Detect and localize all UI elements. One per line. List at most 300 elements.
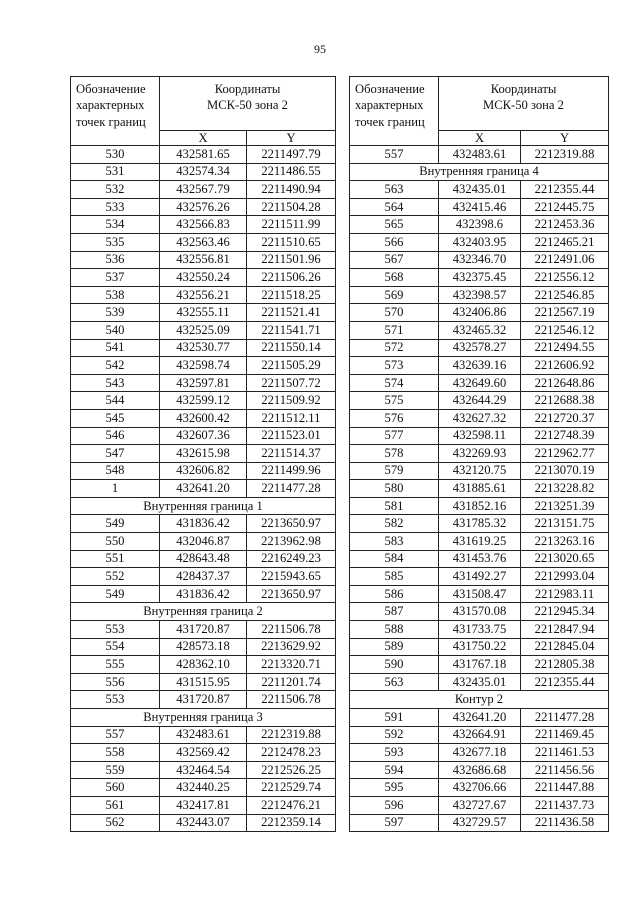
point-number: 592 [350, 726, 439, 744]
table-row [350, 357, 609, 375]
x-coordinate: 432677.18 [439, 744, 521, 762]
point-number: 595 [350, 779, 439, 797]
point-number: 558 [71, 744, 160, 762]
x-coordinate: 432581.65 [160, 146, 247, 164]
y-coordinate: 2212478.23 [247, 744, 336, 762]
table-row [350, 533, 609, 551]
point-header-line: характерных [76, 98, 145, 113]
point-number: 548 [71, 462, 160, 480]
point-number: 573 [350, 357, 439, 375]
point-header-line: точек границ [76, 114, 146, 129]
table-row [350, 339, 609, 357]
y-coordinate: 2212355.44 [521, 181, 609, 199]
y-coordinate: 2212983.11 [521, 585, 609, 603]
point-number: 532 [71, 181, 160, 199]
table-row [71, 445, 336, 463]
point-number: 552 [71, 568, 160, 586]
table-row [350, 181, 609, 199]
y-coordinate: 2213251.39 [521, 497, 609, 515]
x-coordinate: 432641.20 [160, 480, 247, 498]
x-coordinate: 432639.16 [439, 357, 521, 375]
y-coordinate: 2212720.37 [521, 409, 609, 427]
x-coordinate: 432269.93 [439, 445, 521, 463]
table-row [71, 198, 336, 216]
point-number: 590 [350, 656, 439, 674]
x-coordinate: 432556.21 [160, 286, 247, 304]
section-row [71, 603, 336, 621]
y-coordinate: 2211504.28 [247, 198, 336, 216]
x-coordinate: 432597.81 [160, 374, 247, 392]
coordinates-table-left [70, 76, 336, 832]
x-coordinate: 432607.36 [160, 427, 247, 445]
y-coordinate: 2211497.79 [247, 146, 336, 164]
y-coordinate: 2211477.28 [521, 709, 609, 727]
coordinates-header-line: МСК-50 зона 2 [207, 98, 288, 113]
point-number: 581 [350, 497, 439, 515]
point-number: 554 [71, 638, 160, 656]
y-coordinate: 2211521.41 [247, 304, 336, 322]
y-coordinate: 2213320.71 [247, 656, 336, 674]
x-coordinate: 432483.61 [160, 726, 247, 744]
point-number: 550 [71, 533, 160, 551]
table-row [71, 585, 336, 603]
x-coordinate: 432706.66 [439, 779, 521, 797]
y-coordinate: 2212847.94 [521, 621, 609, 639]
point-number: 547 [71, 445, 160, 463]
section-title: Внутренняя граница 1 [71, 497, 336, 515]
table-row [71, 163, 336, 181]
y-coordinate: 2212748.39 [521, 427, 609, 445]
point-number: 597 [350, 814, 439, 832]
point-number: 543 [71, 374, 160, 392]
table-row [71, 796, 336, 814]
point-number: 568 [350, 269, 439, 287]
x-coordinate: 431836.42 [160, 515, 247, 533]
y-coordinate: 2212546.12 [521, 321, 609, 339]
point-number: 557 [350, 146, 439, 164]
y-coordinate: 2212688.38 [521, 392, 609, 410]
x-coordinate: 432464.54 [160, 761, 247, 779]
point-number: 591 [350, 709, 439, 727]
y-coordinate: 2213151.75 [521, 515, 609, 533]
y-coordinate: 2212606.92 [521, 357, 609, 375]
x-coordinate: 432664.91 [439, 726, 521, 744]
y-coordinate: 2212556.12 [521, 269, 609, 287]
x-coordinate: 432686.68 [439, 761, 521, 779]
x-coordinate: 432465.32 [439, 321, 521, 339]
table-row [71, 462, 336, 480]
y-coordinate: 2211461.53 [521, 744, 609, 762]
coordinates-header-line: Координаты [214, 82, 281, 96]
table-row [350, 709, 609, 727]
x-coordinate: 432606.82 [160, 462, 247, 480]
point-number: 537 [71, 269, 160, 287]
table-row [350, 796, 609, 814]
point-number: 588 [350, 621, 439, 639]
x-coordinate: 432525.09 [160, 321, 247, 339]
y-coordinate: 2212546.85 [521, 286, 609, 304]
point-number: 572 [350, 339, 439, 357]
y-coordinate: 2211523.01 [247, 427, 336, 445]
y-coordinate: 2212453.36 [521, 216, 609, 234]
point-number: 555 [71, 656, 160, 674]
point-designation-header [350, 77, 439, 146]
point-number: 565 [350, 216, 439, 234]
table-row [350, 286, 609, 304]
table-row [71, 304, 336, 322]
table-row [350, 621, 609, 639]
y-coordinate: 2211541.71 [247, 321, 336, 339]
section-title: Внутренняя граница 4 [350, 163, 609, 181]
y-coordinate: 2213020.65 [521, 550, 609, 568]
y-coordinate: 2211499.96 [247, 462, 336, 480]
point-number: 580 [350, 480, 439, 498]
table-row [350, 304, 609, 322]
table-row [71, 374, 336, 392]
x-coordinate: 431836.42 [160, 585, 247, 603]
point-number: 566 [350, 233, 439, 251]
table-row [71, 427, 336, 445]
point-number: 544 [71, 392, 160, 410]
point-number: 593 [350, 744, 439, 762]
point-number: 545 [71, 409, 160, 427]
x-coordinate: 432440.25 [160, 779, 247, 797]
point-number: 585 [350, 568, 439, 586]
x-coordinate: 431515.95 [160, 673, 247, 691]
y-coordinate: 2211512.11 [247, 409, 336, 427]
y-coordinate: 2211511.99 [247, 216, 336, 234]
table-row [71, 691, 336, 709]
y-coordinate: 2213629.92 [247, 638, 336, 656]
x-coordinate: 432406.86 [439, 304, 521, 322]
y-coordinate: 2213650.97 [247, 515, 336, 533]
x-coordinate: 432727.67 [439, 796, 521, 814]
point-number: 549 [71, 515, 160, 533]
x-coordinate: 432563.46 [160, 233, 247, 251]
table-row [350, 409, 609, 427]
x-coordinate: 431720.87 [160, 691, 247, 709]
table-row [350, 216, 609, 234]
y-coordinate: 2211550.14 [247, 339, 336, 357]
table-row [71, 779, 336, 797]
y-coordinate: 2211501.96 [247, 251, 336, 269]
x-coordinate: 432120.75 [439, 462, 521, 480]
y-coordinate: 2212805.38 [521, 656, 609, 674]
header-row [350, 77, 609, 131]
point-number: 576 [350, 409, 439, 427]
point-number: 560 [71, 779, 160, 797]
section-title: Внутренняя граница 2 [71, 603, 336, 621]
point-number: 575 [350, 392, 439, 410]
point-header-line: Обозначение [355, 82, 425, 96]
y-coordinate: 2212355.44 [521, 673, 609, 691]
y-coordinate: 2211518.25 [247, 286, 336, 304]
x-coordinate: 432567.79 [160, 181, 247, 199]
table-row [350, 761, 609, 779]
section-row [71, 497, 336, 515]
x-coordinate: 432555.11 [160, 304, 247, 322]
x-coordinate: 432375.45 [439, 269, 521, 287]
x-coordinate: 432615.98 [160, 445, 247, 463]
table-row [350, 585, 609, 603]
section-row [350, 163, 609, 181]
y-coordinate: 2211490.94 [247, 181, 336, 199]
y-coordinate: 2211507.72 [247, 374, 336, 392]
y-coordinate: 2216249.23 [247, 550, 336, 568]
y-coordinate: 2212567.19 [521, 304, 609, 322]
table-row [350, 726, 609, 744]
y-coordinate: 2211505.29 [247, 357, 336, 375]
point-number: 587 [350, 603, 439, 621]
coordinates-header [439, 77, 609, 131]
y-coordinate: 2212993.04 [521, 568, 609, 586]
table-row [71, 621, 336, 639]
table-row [350, 603, 609, 621]
table-row [71, 761, 336, 779]
x-coordinate: 432578.27 [439, 339, 521, 357]
point-number: 538 [71, 286, 160, 304]
table-row [350, 814, 609, 832]
table-row [71, 726, 336, 744]
point-number: 536 [71, 251, 160, 269]
y-coordinate: 2211506.78 [247, 621, 336, 639]
y-coordinate: 2212648.86 [521, 374, 609, 392]
point-number: 564 [350, 198, 439, 216]
x-coordinate: 432598.74 [160, 357, 247, 375]
point-number: 578 [350, 445, 439, 463]
point-number: 579 [350, 462, 439, 480]
point-number: 557 [71, 726, 160, 744]
table-row [350, 269, 609, 287]
y-coordinate: 2213650.97 [247, 585, 336, 603]
point-number: 594 [350, 761, 439, 779]
y-coordinate: 2211486.55 [247, 163, 336, 181]
y-column-header: Y [521, 131, 609, 146]
table-row [350, 427, 609, 445]
table-row [71, 814, 336, 832]
y-coordinate: 2213263.16 [521, 533, 609, 551]
y-coordinate: 2211506.78 [247, 691, 336, 709]
y-coordinate: 2211506.26 [247, 269, 336, 287]
point-number: 553 [71, 621, 160, 639]
x-coordinate: 431785.32 [439, 515, 521, 533]
x-coordinate: 431720.87 [160, 621, 247, 639]
coordinates-header-line: МСК-50 зона 2 [483, 98, 564, 113]
point-number: 534 [71, 216, 160, 234]
y-coordinate: 2211437.73 [521, 796, 609, 814]
x-coordinate: 428573.18 [160, 638, 247, 656]
point-number: 553 [71, 691, 160, 709]
table-row [71, 568, 336, 586]
point-number: 589 [350, 638, 439, 656]
table-row [350, 374, 609, 392]
table-row [71, 181, 336, 199]
table-row [71, 550, 336, 568]
table-row [71, 286, 336, 304]
point-number: 541 [71, 339, 160, 357]
table-row [71, 216, 336, 234]
x-coordinate: 431885.61 [439, 480, 521, 498]
point-number: 571 [350, 321, 439, 339]
table-row [71, 251, 336, 269]
table-row [350, 779, 609, 797]
table-row [71, 638, 336, 656]
x-coordinate: 432576.26 [160, 198, 247, 216]
point-header-line: Обозначение [76, 82, 146, 96]
point-number: 570 [350, 304, 439, 322]
x-coordinate: 431733.75 [439, 621, 521, 639]
x-coordinate: 432644.29 [439, 392, 521, 410]
point-number: 533 [71, 198, 160, 216]
point-number: 567 [350, 251, 439, 269]
y-coordinate: 2211510.65 [247, 233, 336, 251]
point-number: 540 [71, 321, 160, 339]
x-coordinate: 431570.08 [439, 603, 521, 621]
table-row [350, 198, 609, 216]
table-row [71, 321, 336, 339]
point-number: 542 [71, 357, 160, 375]
y-coordinate: 2212945.34 [521, 603, 609, 621]
x-coordinate: 432435.01 [439, 181, 521, 199]
point-number: 569 [350, 286, 439, 304]
x-coordinate: 428643.48 [160, 550, 247, 568]
table-row [71, 269, 336, 287]
x-coordinate: 432398.6 [439, 216, 521, 234]
x-coordinate: 432566.83 [160, 216, 247, 234]
table-row [350, 251, 609, 269]
table-row [350, 445, 609, 463]
table-row [350, 673, 609, 691]
x-coordinate: 432574.34 [160, 163, 247, 181]
x-coordinate: 432729.57 [439, 814, 521, 832]
x-coordinate: 431767.18 [439, 656, 521, 674]
table-row [350, 146, 609, 164]
y-coordinate: 2211201.74 [247, 673, 336, 691]
point-number: 583 [350, 533, 439, 551]
table-row [71, 533, 336, 551]
y-coordinate: 2212845.04 [521, 638, 609, 656]
table-row [71, 480, 336, 498]
point-number: 530 [71, 146, 160, 164]
y-coordinate: 2211477.28 [247, 480, 336, 498]
y-coordinate: 2212465.21 [521, 233, 609, 251]
y-coordinate: 2211514.37 [247, 445, 336, 463]
x-coordinate: 432599.12 [160, 392, 247, 410]
y-coordinate: 2212529.74 [247, 779, 336, 797]
point-number: 563 [350, 673, 439, 691]
x-coordinate: 431750.22 [439, 638, 521, 656]
y-column-header: Y [247, 131, 336, 146]
table-row [71, 515, 336, 533]
y-coordinate: 2211456.56 [521, 761, 609, 779]
table-row [71, 744, 336, 762]
y-coordinate: 2212476.21 [247, 796, 336, 814]
header-row [71, 77, 336, 131]
point-number: 582 [350, 515, 439, 533]
x-coordinate: 432346.70 [439, 251, 521, 269]
point-number: 1 [71, 480, 160, 498]
y-coordinate: 2213228.82 [521, 480, 609, 498]
point-number: 563 [350, 181, 439, 199]
section-row [350, 691, 609, 709]
table-row [350, 515, 609, 533]
page-number: 95 [314, 42, 326, 56]
point-number: 551 [71, 550, 160, 568]
table-row [350, 233, 609, 251]
x-coordinate: 432415.46 [439, 198, 521, 216]
y-coordinate: 2215943.65 [247, 568, 336, 586]
table-row [350, 480, 609, 498]
section-title: Внутренняя граница 3 [71, 709, 336, 727]
section-title: Контур 2 [350, 691, 609, 709]
table-row [71, 392, 336, 410]
y-coordinate: 2213070.19 [521, 462, 609, 480]
x-coordinate: 431453.76 [439, 550, 521, 568]
x-column-header: X [160, 131, 247, 146]
x-coordinate: 432649.60 [439, 374, 521, 392]
point-number: 559 [71, 761, 160, 779]
point-number: 584 [350, 550, 439, 568]
y-coordinate: 2212526.25 [247, 761, 336, 779]
x-coordinate: 432550.24 [160, 269, 247, 287]
y-coordinate: 2211436.58 [521, 814, 609, 832]
y-coordinate: 2212319.88 [247, 726, 336, 744]
y-coordinate: 2212962.77 [521, 445, 609, 463]
table-row [350, 321, 609, 339]
table-row [71, 146, 336, 164]
x-coordinate: 432530.77 [160, 339, 247, 357]
table-row [71, 409, 336, 427]
x-coordinate: 428437.37 [160, 568, 247, 586]
point-number: 556 [71, 673, 160, 691]
table-row [71, 233, 336, 251]
point-number: 549 [71, 585, 160, 603]
point-header-line: характерных [355, 98, 424, 113]
table-row [350, 497, 609, 515]
y-coordinate: 2212491.06 [521, 251, 609, 269]
x-coordinate: 432417.81 [160, 796, 247, 814]
x-coordinate: 432046.87 [160, 533, 247, 551]
section-row [71, 709, 336, 727]
table-row [350, 392, 609, 410]
coordinates-table-right [349, 76, 609, 832]
y-coordinate: 2211447.88 [521, 779, 609, 797]
table-row [350, 550, 609, 568]
x-coordinate: 432435.01 [439, 673, 521, 691]
x-coordinate: 432600.42 [160, 409, 247, 427]
y-coordinate: 2212494.55 [521, 339, 609, 357]
point-number: 577 [350, 427, 439, 445]
y-coordinate: 2212319.88 [521, 146, 609, 164]
x-coordinate: 431852.16 [439, 497, 521, 515]
point-number: 562 [71, 814, 160, 832]
point-number: 561 [71, 796, 160, 814]
point-number: 535 [71, 233, 160, 251]
x-coordinate: 432569.42 [160, 744, 247, 762]
point-number: 539 [71, 304, 160, 322]
point-number: 596 [350, 796, 439, 814]
table-row [71, 656, 336, 674]
y-coordinate: 2211509.92 [247, 392, 336, 410]
x-coordinate: 431508.47 [439, 585, 521, 603]
table-row [350, 744, 609, 762]
x-column-header: X [439, 131, 521, 146]
x-coordinate: 432483.61 [439, 146, 521, 164]
x-coordinate: 432641.20 [439, 709, 521, 727]
point-header-line: точек границ [355, 114, 425, 129]
table-row [71, 339, 336, 357]
x-coordinate: 432398.57 [439, 286, 521, 304]
